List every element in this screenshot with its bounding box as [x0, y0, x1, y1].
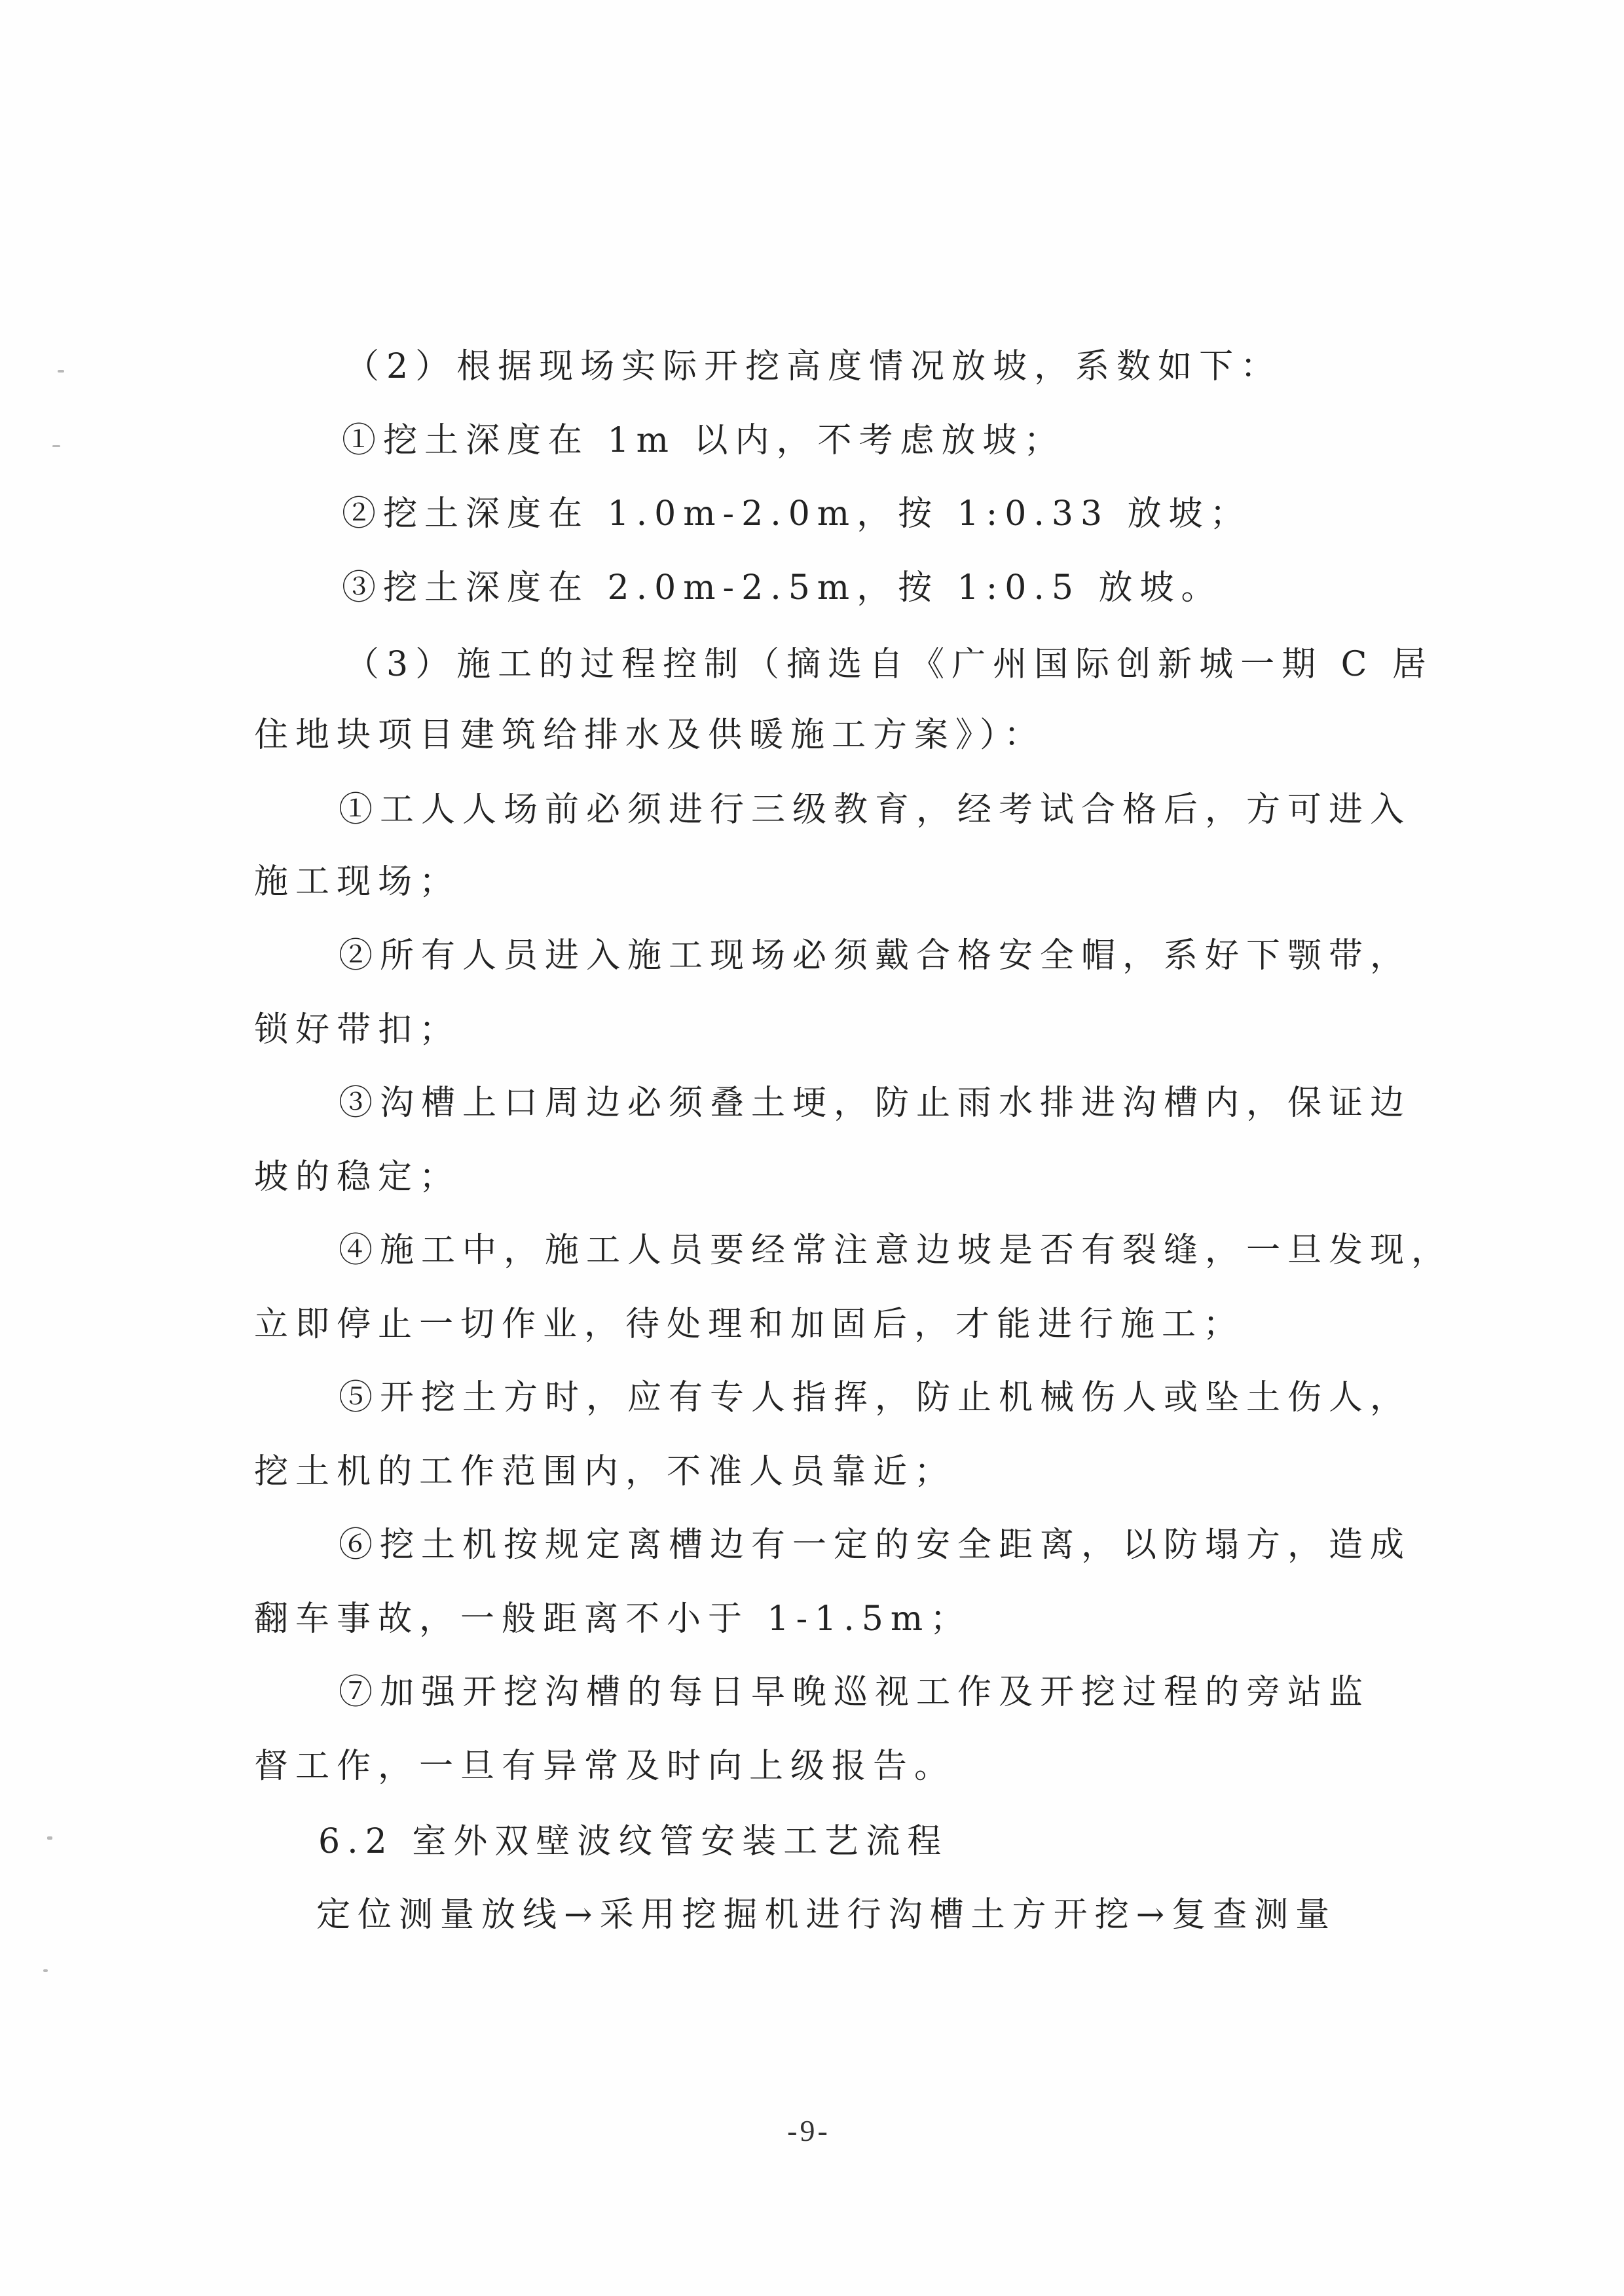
list-item-safety-helmet: ②所有人员进入施工现场必须戴合格安全帽，系好下颚带，: [339, 936, 1412, 975]
continuation-line: 督工作，一旦有异常及时向上级报告。: [254, 1747, 956, 1786]
list-item-excavator-distance: ⑥挖土机按规定离槽边有一定的安全距离，以防塌方，造成: [339, 1525, 1412, 1565]
list-item-trench-edge: ③沟槽上口周边必须叠土埂，防止雨水排进沟槽内，保证边: [339, 1084, 1412, 1123]
scan-mark: [43, 1969, 48, 1972]
subheading-slope-coefficients: （2）根据现场实际开挖高度情况放坡，系数如下：: [345, 347, 1282, 386]
scan-mark: [58, 370, 64, 373]
continuation-line: 坡的稳定；: [254, 1157, 461, 1197]
continuation-line: 翻车事故，一般距离不小于 1-1.5m；: [254, 1599, 972, 1639]
continuation-line: 锁好带扣；: [254, 1010, 461, 1049]
list-item-depth-2-2.5m: ③挖土深度在 2.0m-2.5m，按 1:0.5 放坡。: [342, 568, 1223, 608]
section-heading-6-2: 6.2 室外双壁波纹管安装工艺流程: [318, 1822, 949, 1861]
list-item-safety-education: ①工人人场前必须进行三级教育，经考试合格后，方可进入: [339, 790, 1412, 829]
scan-mark: [47, 1836, 52, 1840]
list-item-daily-inspection: ⑦加强开挖沟槽的每日早晚巡视工作及开挖过程的旁站监: [339, 1673, 1371, 1712]
subheading-process-control: （3）施工的过程控制（摘选自《广州国际创新城一期 C 居: [345, 645, 1433, 684]
continuation-line: 住地块项目建筑给排水及供暖施工方案》）：: [254, 716, 1046, 755]
continuation-line: 立即停止一切作业，待处理和加固后，才能进行施工；: [254, 1305, 1245, 1344]
list-item-slope-cracks: ④施工中，施工人员要经常注意边坡是否有裂缝，一旦发现，: [339, 1231, 1453, 1270]
process-flow-paragraph: 定位测量放线→采用挖掘机进行沟槽土方开挖→复查测量: [316, 1895, 1337, 1935]
scan-mark: [52, 445, 60, 447]
page-number: -9-: [787, 2114, 830, 2147]
list-item-depth-1m: ①挖土深度在 1m 以内，不考虑放坡；: [342, 421, 1065, 460]
list-item-depth-1-2m: ②挖土深度在 1.0m-2.0m，按 1:0.33 放坡；: [342, 494, 1251, 534]
list-item-excavation-command: ⑤开挖土方时，应有专人指挥，防止机械伤人或坠土伤人，: [339, 1378, 1412, 1417]
continuation-line: 施工现场；: [254, 862, 461, 902]
continuation-line: 挖土机的工作范围内，不准人员靠近；: [254, 1452, 956, 1491]
